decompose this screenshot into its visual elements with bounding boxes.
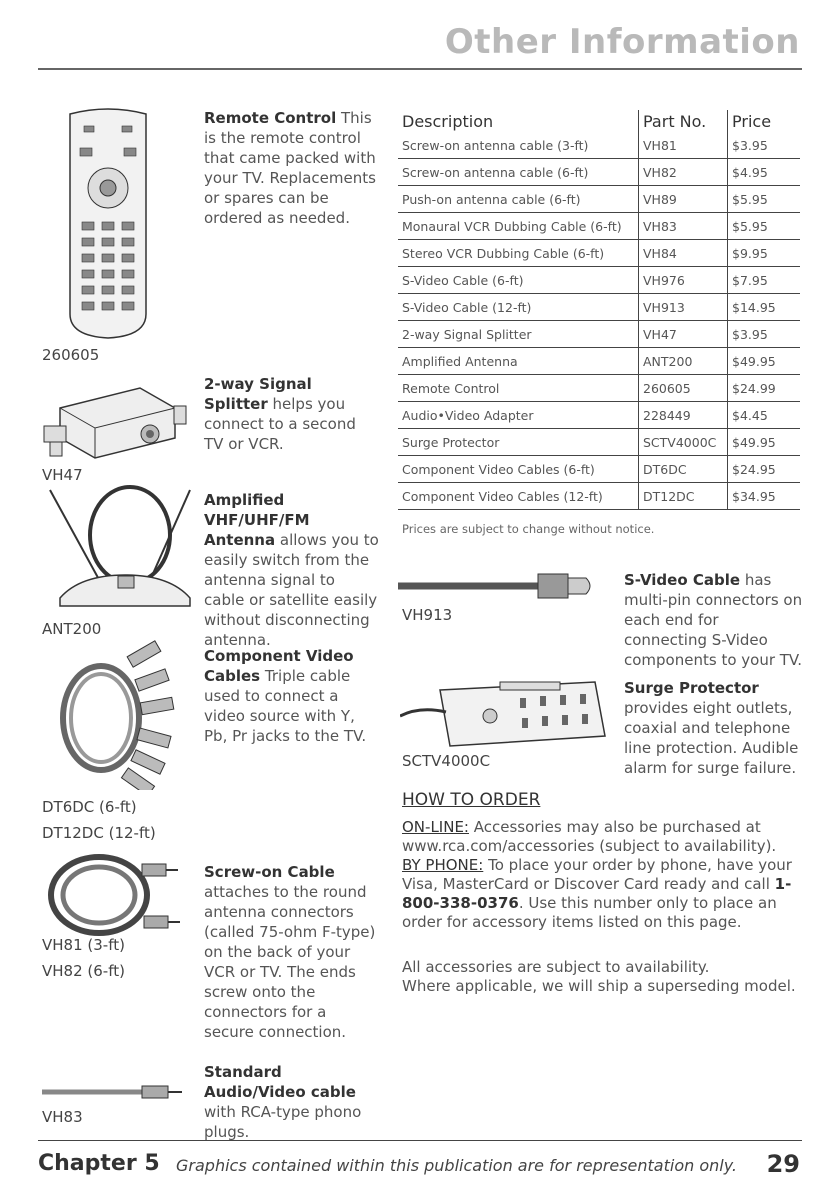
availability-paragraph: All accessories are subject to availability. Where applicable, we will ship a superseding model. bbox=[402, 958, 796, 995]
header-divider bbox=[38, 68, 802, 70]
table-row: Screw-on antenna cable (6-ft) VH82 $4.95 bbox=[398, 159, 800, 186]
table-row: Push-on antenna cable (6-ft) VH89 $5.95 bbox=[398, 186, 800, 213]
remote-description: Remote Control This is the remote control that came packed with your TV. Replacements or spares can be ordered as needed. bbox=[204, 109, 376, 227]
table-row: Monaural VCR Dubbing Cable (6-ft) VH83 $5.95 bbox=[398, 213, 800, 240]
surge-description: Surge Protector provides eight outlets, coaxial and telephone line protection. Audible alarm for surge failure. bbox=[624, 679, 799, 777]
remote-part-label: 260605 bbox=[42, 346, 100, 364]
table-row: Component Video Cables (6-ft) DT6DC $24.95 bbox=[398, 456, 800, 483]
footer-note: Graphics contained within this publication are for representation only. bbox=[176, 1156, 738, 1175]
screw-on-cable-image bbox=[44, 850, 184, 940]
antenna-image bbox=[40, 480, 200, 615]
page-number: 29 bbox=[766, 1150, 800, 1178]
price-note: Prices are subject to change without notice. bbox=[402, 522, 655, 536]
component-description: Component Video Cables Triple cable used to connect a video source with Y, Pb, Pr jacks to the TV. bbox=[204, 647, 367, 745]
col-part-number: Part No. bbox=[639, 110, 728, 132]
screw-on-part-label-3ft: VH81 (3-ft) bbox=[42, 936, 125, 954]
phone-label: BY PHONE: bbox=[402, 856, 484, 874]
table-row: Screw-on antenna cable (3-ft) VH81 $3.95 bbox=[398, 132, 800, 159]
table-row: Component Video Cables (12-ft) DT12DC $34.95 bbox=[398, 483, 800, 510]
table-row: S-Video Cable (6-ft) VH976 $7.95 bbox=[398, 267, 800, 294]
table-row: Surge Protector SCTV4000C $49.95 bbox=[398, 429, 800, 456]
remote-control-image bbox=[62, 108, 154, 340]
table-row: S-Video Cable (12-ft) VH913 $14.95 bbox=[398, 294, 800, 321]
table-row: Remote Control 260605 $24.99 bbox=[398, 375, 800, 402]
table-row: Amplified Antenna ANT200 $49.95 bbox=[398, 348, 800, 375]
table-row: Audio•Video Adapter 228449 $4.45 bbox=[398, 402, 800, 429]
screw-on-description: Screw-on Cable attaches to the round antenna connectors (called 75-ohm F-type) on the back of your VCR or TV. The ends screw onto the connectors for a secure connection. bbox=[204, 863, 376, 1041]
col-description: Description bbox=[402, 111, 494, 131]
s-video-cable-image bbox=[398, 568, 598, 604]
col-price: Price bbox=[728, 110, 801, 132]
how-to-order-heading: HOW TO ORDER bbox=[402, 790, 541, 810]
s-video-part-label: VH913 bbox=[402, 606, 453, 624]
av-description: Standard Audio/Video cable with RCA-type phono plugs. bbox=[204, 1063, 362, 1141]
surge-part-label: SCTV4000C bbox=[402, 752, 491, 770]
splitter-description: 2-way Signal Splitter helps you connect to a second TV or VCR. bbox=[204, 375, 356, 453]
signal-splitter-image bbox=[40, 368, 190, 460]
chapter-label: Chapter 5 bbox=[38, 1151, 160, 1176]
av-cable-image bbox=[42, 1082, 187, 1102]
page-title: Other Information bbox=[444, 22, 800, 62]
av-part-label: VH83 bbox=[42, 1108, 83, 1126]
phone-number: 1-800-338-0376 bbox=[402, 875, 792, 912]
table-row: Stereo VCR Dubbing Cable (6-ft) VH84 $9.95 bbox=[398, 240, 800, 267]
online-label: ON-LINE: bbox=[402, 818, 469, 836]
table-row: 2-way Signal Splitter VH47 $3.95 bbox=[398, 321, 800, 348]
antenna-description: Amplified VHF/UHF/FM Antenna allows you to easily switch from the antenna signal to cable or satellite easily without disconnecting antenna. bbox=[204, 491, 379, 649]
component-cables-image bbox=[46, 640, 186, 790]
s-video-description: S-Video Cable has multi-pin connectors on each end for connecting S-Video components to your TV. bbox=[624, 571, 803, 669]
splitter-part-label: VH47 bbox=[42, 466, 83, 484]
component-part-label-6ft: DT6DC (6-ft) bbox=[42, 798, 137, 816]
component-part-label-12ft: DT12DC (12-ft) bbox=[42, 824, 156, 842]
antenna-part-label: ANT200 bbox=[42, 620, 102, 638]
order-online-paragraph: ON-LINE: Accessories may also be purchased at www.rca.com/accessories (subject to availability). BY PHONE: To place your order by phone, have your Visa, MasterCard or Discover Card ready and call 1-800-338-0376. Use this number only to place an order for accessory items listed on this page. bbox=[402, 818, 792, 931]
screw-on-part-label-6ft: VH82 (6-ft) bbox=[42, 962, 125, 980]
accessories-table bbox=[398, 110, 800, 510]
footer-divider bbox=[38, 1140, 802, 1141]
surge-protector-image bbox=[400, 676, 610, 756]
